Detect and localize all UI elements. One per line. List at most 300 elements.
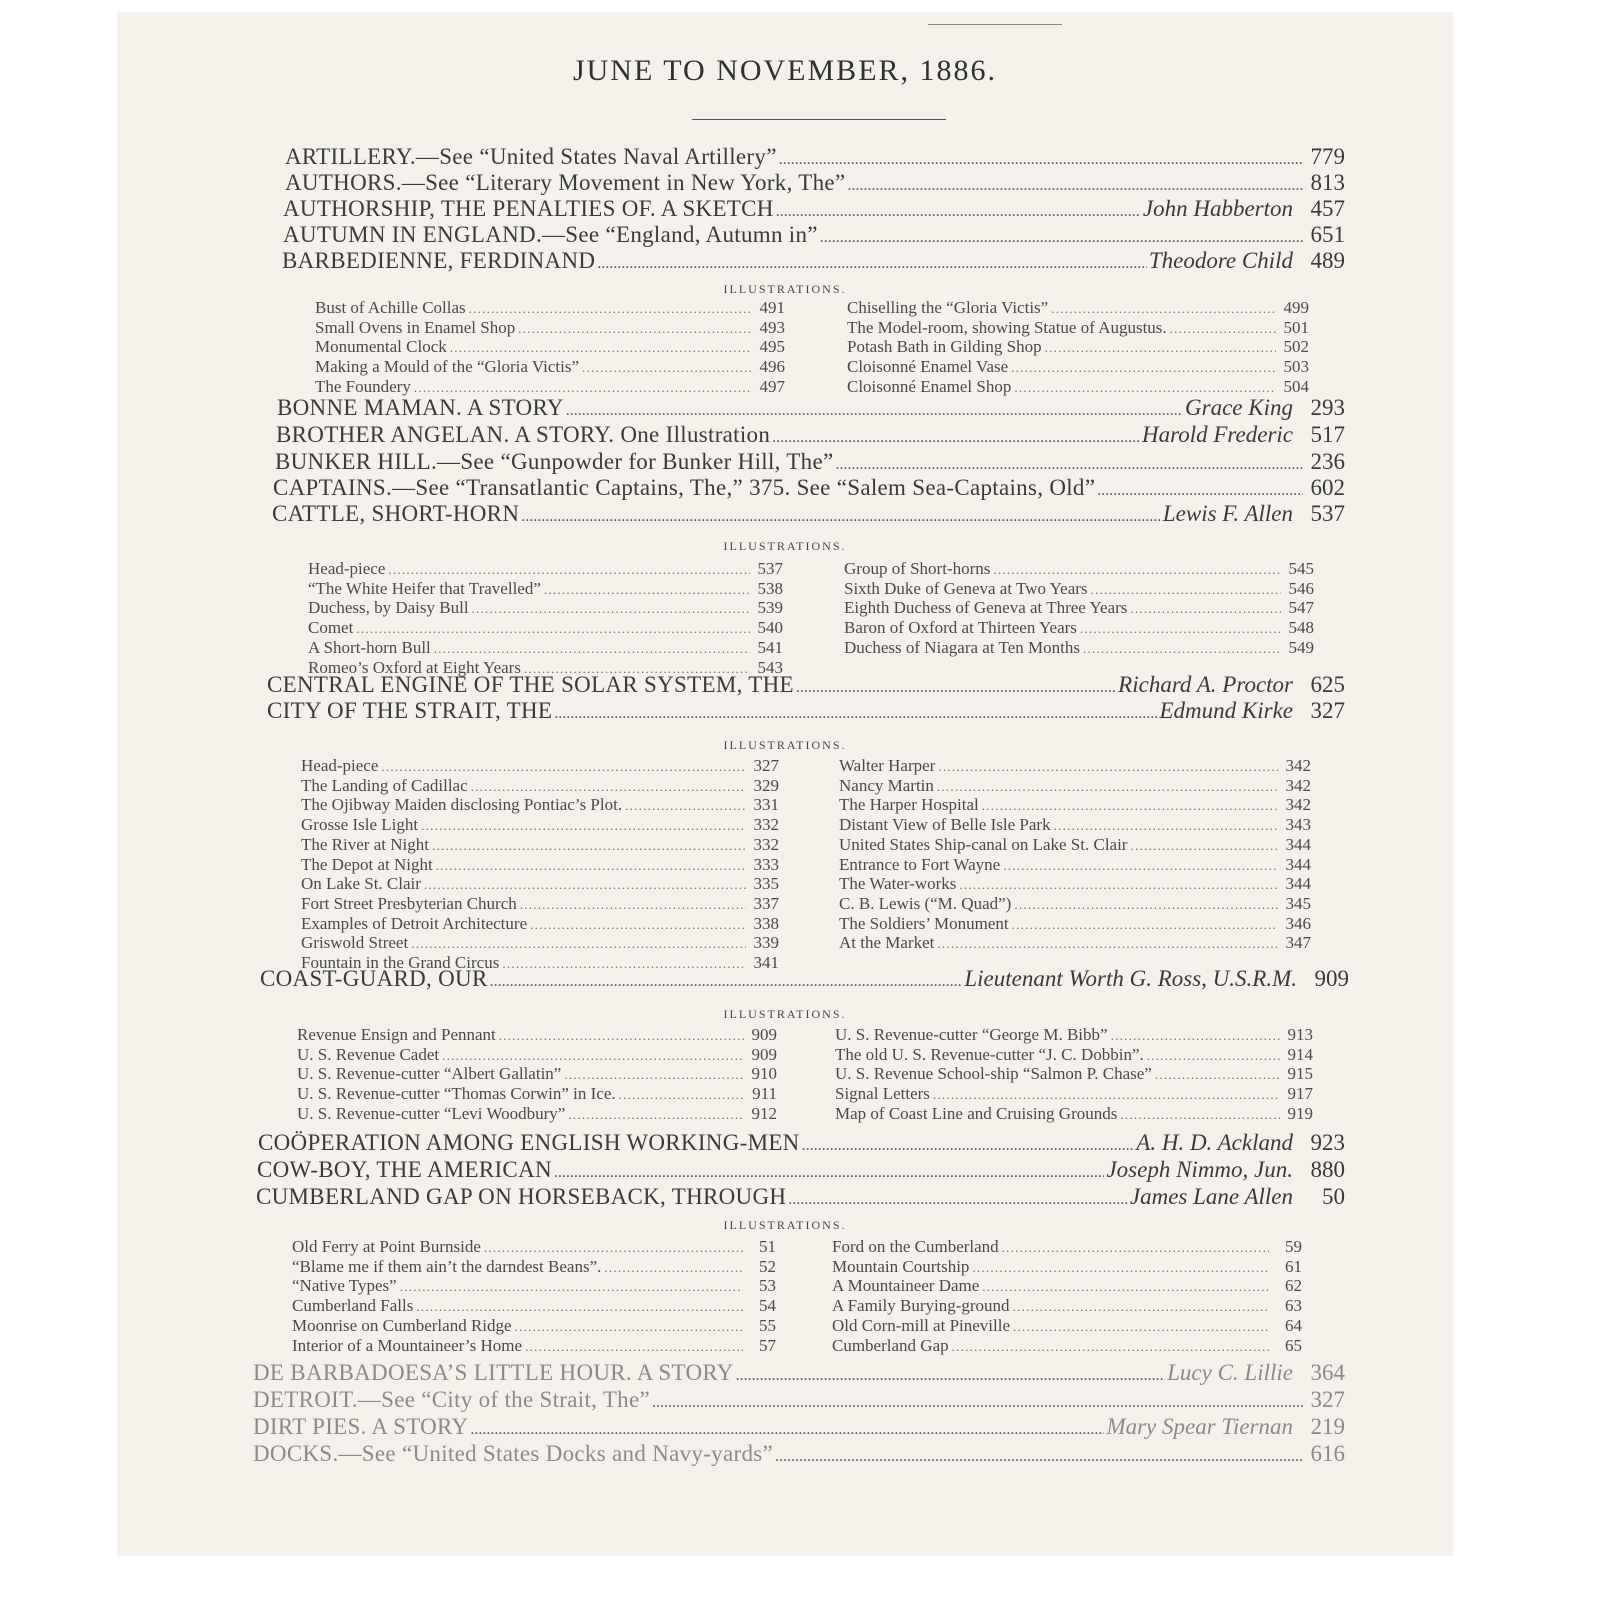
illustration-caption: Revenue Ensign and Pennant bbox=[297, 1025, 496, 1044]
illustration-item bbox=[844, 599, 1314, 619]
illustration-item bbox=[839, 915, 1311, 935]
illustration-item bbox=[844, 639, 1314, 659]
illustration-page-number: 495 bbox=[759, 337, 785, 357]
illustration-caption: Examples of Detroit Architecture bbox=[301, 913, 528, 933]
illustration-caption: Head-piece bbox=[308, 559, 386, 578]
dot-leader bbox=[937, 777, 1278, 797]
entry-heading: AUTHORS.—See “Literary Movement in New York, The” bbox=[285, 170, 846, 195]
illustration-item bbox=[832, 1277, 1302, 1297]
illustration-page-number: 344 bbox=[1285, 874, 1311, 894]
illustration-item bbox=[292, 1317, 776, 1337]
illustration-page-number: 342 bbox=[1285, 775, 1311, 795]
illustrations-column-right bbox=[844, 560, 1314, 659]
dot-leader bbox=[776, 196, 1141, 225]
index-entry bbox=[277, 395, 1345, 424]
illustrations-heading: ILLUSTRATIONS. bbox=[723, 738, 847, 752]
dot-leader bbox=[788, 1184, 1128, 1213]
dot-leader bbox=[530, 915, 746, 935]
dot-leader bbox=[938, 757, 1278, 777]
entry-page-number: 909 bbox=[1314, 966, 1349, 991]
illustration-item bbox=[292, 1238, 776, 1258]
illustration-item bbox=[301, 777, 779, 797]
illustration-caption: U. S. Revenue Cadet bbox=[297, 1044, 440, 1064]
dot-leader bbox=[381, 757, 746, 777]
illustration-page-number: 538 bbox=[757, 578, 783, 598]
dot-leader bbox=[472, 599, 750, 619]
dot-leader bbox=[820, 222, 1303, 251]
illustration-page-number: 53 bbox=[759, 1276, 776, 1296]
illustration-page-number: 343 bbox=[1285, 815, 1311, 835]
illustration-page-number: 497 bbox=[759, 376, 785, 396]
illustration-item bbox=[297, 1026, 777, 1046]
entry-heading: BARBEDIENNE, FERDINAND bbox=[282, 248, 596, 273]
entry-heading: CITY OF THE STRAIT, THE bbox=[267, 698, 553, 723]
illustration-page-number: 914 bbox=[1287, 1044, 1313, 1064]
entry-author: Lieutenant Worth G. Ross, U.S.R.M. bbox=[964, 966, 1297, 991]
illustration-item bbox=[297, 1046, 777, 1066]
illustration-page-number: 912 bbox=[751, 1103, 777, 1123]
illustration-page-number: 503 bbox=[1283, 357, 1309, 377]
illustration-caption: Duchess, by Daisy Bull bbox=[308, 598, 469, 618]
dot-leader bbox=[933, 1085, 1280, 1105]
entry-author: Edmund Kirke bbox=[1159, 698, 1293, 723]
illustration-caption: Fort Street Presbyterian Church bbox=[301, 893, 517, 913]
dot-leader bbox=[1080, 619, 1281, 639]
entry-heading: BROTHER ANGELAN. A STORY. One Illustration bbox=[276, 422, 771, 447]
entry-heading: DETROIT.—See “City of the Strait, The” bbox=[253, 1387, 650, 1412]
dot-leader bbox=[1003, 856, 1278, 876]
dot-leader bbox=[421, 816, 746, 836]
illustration-caption: The Soldiers’ Monument bbox=[839, 913, 1009, 933]
index-entry bbox=[253, 1414, 1345, 1443]
illustration-caption: The Water-works bbox=[839, 874, 957, 894]
illustration-caption: On Lake St. Clair bbox=[301, 874, 421, 894]
index-entry bbox=[283, 196, 1345, 225]
illustration-item bbox=[315, 299, 785, 319]
illustration-caption: The old U. S. Revenue-cutter “J. C. Dobbin”. bbox=[835, 1044, 1144, 1064]
illustration-page-number: 911 bbox=[752, 1084, 777, 1104]
illustration-caption: At the Market bbox=[839, 933, 935, 953]
dot-leader bbox=[521, 501, 1161, 530]
entry-page-number: 364 bbox=[1310, 1360, 1345, 1385]
illustration-caption: Interior of a Mountaineer’s Home bbox=[292, 1335, 523, 1355]
book-page bbox=[117, 12, 1453, 1556]
dot-leader bbox=[847, 170, 1303, 199]
dot-leader bbox=[982, 1277, 1269, 1297]
index-entry bbox=[253, 1441, 1345, 1470]
entry-heading: ARTILLERY.—See “United States Naval Artillery” bbox=[285, 144, 777, 169]
index-list bbox=[117, 12, 1453, 1556]
dot-leader bbox=[736, 1360, 1165, 1389]
dot-leader bbox=[1155, 1065, 1280, 1085]
illustration-caption: U. S. Revenue-cutter “Albert Gallatin” bbox=[297, 1064, 562, 1084]
illustration-page-number: 337 bbox=[753, 893, 779, 913]
illustration-caption: Romeo’s Oxford at Eight Years bbox=[308, 657, 521, 677]
illustration-caption: Cloisonné Enamel Vase bbox=[847, 357, 1009, 377]
dot-leader bbox=[1111, 1026, 1280, 1046]
illustrations-column-left bbox=[297, 1026, 777, 1125]
illustration-item bbox=[297, 1085, 777, 1105]
dot-leader bbox=[566, 395, 1183, 424]
index-entry bbox=[272, 501, 1345, 530]
illustration-item bbox=[297, 1105, 777, 1125]
illustration-caption: Baron of Oxford at Thirteen Years bbox=[844, 618, 1077, 638]
illustration-item bbox=[301, 934, 779, 954]
illustration-item bbox=[839, 757, 1311, 777]
illustration-page-number: 342 bbox=[1285, 756, 1311, 775]
illustrations-column-right bbox=[847, 299, 1309, 398]
illustration-item bbox=[301, 836, 779, 856]
illustration-item bbox=[301, 875, 779, 895]
dot-leader bbox=[434, 639, 750, 659]
illustration-caption: Fountain in the Grand Circus bbox=[301, 953, 500, 973]
dot-leader bbox=[484, 1238, 743, 1258]
illustration-page-number: 327 bbox=[753, 756, 779, 775]
dot-leader bbox=[442, 1046, 744, 1066]
dot-leader bbox=[525, 1337, 743, 1357]
illustration-caption: C. B. Lewis (“M. Quad”) bbox=[839, 893, 1012, 913]
illustration-item bbox=[835, 1105, 1313, 1125]
entry-page-number: 651 bbox=[1310, 222, 1345, 247]
illustration-page-number: 61 bbox=[1285, 1256, 1302, 1276]
illustration-page-number: 332 bbox=[753, 815, 779, 835]
illustration-page-number: 545 bbox=[1288, 559, 1314, 578]
illustration-item bbox=[832, 1317, 1302, 1337]
index-entry bbox=[285, 170, 1345, 199]
illustration-page-number: 541 bbox=[757, 637, 783, 657]
illustration-caption: U. S. Revenue School-ship “Salmon P. Chase” bbox=[835, 1064, 1152, 1084]
index-entry bbox=[253, 1360, 1345, 1389]
illustrations-heading: ILLUSTRATIONS. bbox=[723, 282, 847, 296]
illustration-page-number: 543 bbox=[757, 657, 783, 677]
illustration-caption: Bust of Achille Collas bbox=[315, 298, 466, 317]
illustration-page-number: 335 bbox=[753, 874, 779, 894]
index-entry bbox=[283, 222, 1345, 251]
dot-leader bbox=[972, 1258, 1269, 1278]
illustration-item bbox=[839, 796, 1311, 816]
illustration-item bbox=[832, 1238, 1302, 1258]
illustration-caption: Signal Letters bbox=[835, 1084, 930, 1104]
illustration-item bbox=[835, 1065, 1313, 1085]
illustration-caption: Sixth Duke of Geneva at Two Years bbox=[844, 578, 1088, 598]
dot-leader bbox=[432, 836, 746, 856]
illustration-page-number: 51 bbox=[759, 1237, 776, 1256]
illustration-page-number: 55 bbox=[759, 1315, 776, 1335]
illustration-caption: Making a Mould of the “Gloria Victis” bbox=[315, 357, 579, 377]
illustration-item bbox=[835, 1046, 1313, 1066]
entry-author: Harold Frederic bbox=[1142, 422, 1293, 447]
illustration-caption: Cumberland Gap bbox=[832, 1335, 949, 1355]
dot-leader bbox=[1013, 1297, 1269, 1317]
illustration-item bbox=[847, 319, 1309, 339]
index-entry bbox=[267, 672, 1345, 701]
illustration-caption: Old Ferry at Point Burnside bbox=[292, 1237, 481, 1256]
illustration-item bbox=[844, 560, 1314, 580]
illustration-item bbox=[301, 816, 779, 836]
index-entry bbox=[267, 698, 1345, 727]
illustration-item bbox=[301, 856, 779, 876]
dot-leader bbox=[1097, 475, 1303, 504]
entry-page-number: 50 bbox=[1322, 1184, 1345, 1209]
entry-page-number: 880 bbox=[1310, 1157, 1345, 1182]
illustration-caption: Griswold Street bbox=[301, 933, 409, 953]
illustration-item bbox=[308, 619, 783, 639]
illustration-caption: Potash Bath in Gilding Shop bbox=[847, 337, 1042, 357]
illustration-page-number: 342 bbox=[1285, 795, 1311, 815]
dot-leader bbox=[1083, 639, 1281, 659]
dot-leader bbox=[470, 1414, 1104, 1443]
illustration-page-number: 493 bbox=[759, 317, 785, 337]
illustration-item bbox=[835, 1026, 1313, 1046]
illustration-item bbox=[844, 580, 1314, 600]
illustration-page-number: 62 bbox=[1285, 1276, 1302, 1296]
illustration-item bbox=[839, 836, 1311, 856]
illustration-caption: The Landing of Cadillac bbox=[301, 775, 468, 795]
illustration-caption: “The White Heifer that Travelled” bbox=[308, 578, 541, 598]
illustration-page-number: 909 bbox=[751, 1044, 777, 1064]
illustration-item bbox=[839, 934, 1311, 954]
entry-page-number: 517 bbox=[1310, 422, 1345, 447]
illustration-item bbox=[847, 358, 1309, 378]
illustration-item bbox=[839, 816, 1311, 836]
illustration-caption: The Foundery bbox=[315, 376, 411, 396]
illustration-caption: Mountain Courtship bbox=[832, 1256, 970, 1276]
illustration-item bbox=[308, 560, 783, 580]
dot-leader bbox=[1130, 836, 1278, 856]
entry-page-number: 327 bbox=[1310, 698, 1345, 723]
entry-author: Mary Spear Tiernan bbox=[1106, 1414, 1293, 1439]
illustration-page-number: 59 bbox=[1285, 1237, 1302, 1256]
dot-leader bbox=[1002, 1238, 1269, 1258]
illustration-item bbox=[301, 915, 779, 935]
illustration-caption: The Depot at Night bbox=[301, 854, 433, 874]
illustration-caption: A Short-horn Bull bbox=[308, 637, 431, 657]
entry-page-number: 457 bbox=[1310, 196, 1345, 221]
dot-leader bbox=[515, 1317, 743, 1337]
illustration-caption: Cumberland Falls bbox=[292, 1296, 414, 1316]
dot-leader bbox=[1014, 895, 1278, 915]
dot-leader bbox=[356, 619, 750, 639]
dot-leader bbox=[775, 1441, 1303, 1470]
illustration-caption: “Blame me if them ain’t the darndest Beans”. bbox=[292, 1256, 602, 1276]
illustration-item bbox=[308, 580, 783, 600]
illustration-page-number: 496 bbox=[759, 357, 785, 377]
illustration-item bbox=[844, 619, 1314, 639]
illustration-caption: Monumental Clock bbox=[315, 337, 447, 357]
illustration-caption: Chiselling the “Gloria Victis” bbox=[847, 298, 1049, 317]
entry-author: Lewis F. Allen bbox=[1162, 501, 1293, 526]
dot-leader bbox=[520, 895, 746, 915]
dot-leader bbox=[796, 672, 1116, 701]
dot-leader bbox=[1012, 915, 1278, 935]
entry-heading: BUNKER HILL.—See “Gunpowder for Bunker Hill, The” bbox=[275, 449, 834, 474]
entry-heading: BONNE MAMAN. A STORY bbox=[277, 395, 564, 420]
entry-heading: DE BARBADOESA’S LITTLE HOUR. A STORY bbox=[253, 1360, 734, 1385]
dot-leader bbox=[1011, 358, 1276, 378]
illustration-item bbox=[839, 856, 1311, 876]
illustration-caption: The River at Night bbox=[301, 834, 429, 854]
index-entry bbox=[260, 966, 1349, 995]
entry-author: Richard A. Proctor bbox=[1118, 672, 1293, 697]
dot-leader bbox=[518, 319, 752, 339]
dot-leader bbox=[802, 1130, 1135, 1159]
dot-leader bbox=[1054, 816, 1278, 836]
illustration-caption: Duchess of Niagara at Ten Months bbox=[844, 637, 1080, 657]
entry-author: Grace King bbox=[1185, 395, 1293, 420]
illustration-item bbox=[292, 1258, 776, 1278]
dot-leader bbox=[625, 796, 746, 816]
illustrations-column-right bbox=[835, 1026, 1313, 1125]
illustration-caption: U. S. Revenue-cutter “George M. Bibb” bbox=[835, 1025, 1108, 1044]
illustration-item bbox=[832, 1297, 1302, 1317]
entry-heading: COW-BOY, THE AMERICAN bbox=[257, 1157, 552, 1182]
illustration-item bbox=[847, 299, 1309, 319]
illustration-page-number: 919 bbox=[1287, 1103, 1313, 1123]
illustration-page-number: 491 bbox=[759, 298, 785, 317]
entry-heading: CATTLE, SHORT-HORN bbox=[272, 501, 520, 526]
entry-page-number: 813 bbox=[1310, 170, 1345, 195]
entry-page-number: 616 bbox=[1310, 1441, 1345, 1466]
dot-leader bbox=[411, 934, 746, 954]
illustration-caption: Comet bbox=[308, 618, 354, 638]
dot-leader bbox=[836, 449, 1304, 478]
dot-leader bbox=[779, 144, 1303, 173]
entry-page-number: 327 bbox=[1310, 1387, 1345, 1412]
dot-leader bbox=[1130, 599, 1281, 619]
entry-page-number: 236 bbox=[1310, 449, 1345, 474]
illustration-item bbox=[315, 338, 785, 358]
illustration-caption: Entrance to Fort Wayne bbox=[839, 854, 1001, 874]
dot-leader bbox=[1051, 299, 1276, 319]
illustration-page-number: 504 bbox=[1283, 376, 1309, 396]
illustration-caption: A Family Burying-ground bbox=[832, 1296, 1010, 1316]
dot-leader bbox=[937, 934, 1278, 954]
index-entry bbox=[282, 248, 1345, 277]
illustration-page-number: 63 bbox=[1285, 1296, 1302, 1316]
illustration-page-number: 346 bbox=[1285, 913, 1311, 933]
illustration-page-number: 917 bbox=[1287, 1084, 1313, 1104]
entry-heading: DOCKS.—See “United States Docks and Navy-yards” bbox=[253, 1441, 773, 1466]
dot-leader bbox=[400, 1277, 743, 1297]
illustrations-column-left bbox=[308, 560, 783, 678]
illustration-caption: Moonrise on Cumberland Ridge bbox=[292, 1315, 512, 1335]
dot-leader bbox=[554, 1157, 1105, 1186]
illustration-page-number: 344 bbox=[1285, 834, 1311, 854]
illustration-item bbox=[847, 338, 1309, 358]
illustration-page-number: 913 bbox=[1287, 1025, 1313, 1044]
index-entry bbox=[257, 1157, 1345, 1186]
dot-leader bbox=[1045, 338, 1276, 358]
illustration-item bbox=[835, 1085, 1313, 1105]
illustration-caption: U. S. Revenue-cutter “Levi Woodbury” bbox=[297, 1103, 566, 1123]
illustration-item bbox=[839, 875, 1311, 895]
illustration-page-number: 909 bbox=[751, 1025, 777, 1044]
illustration-page-number: 501 bbox=[1283, 317, 1309, 337]
illustration-page-number: 339 bbox=[753, 933, 779, 953]
dot-leader bbox=[582, 358, 752, 378]
illustration-page-number: 539 bbox=[757, 598, 783, 618]
illustrations-column-left bbox=[315, 299, 785, 398]
index-entry bbox=[275, 449, 1345, 478]
illustration-caption: The Harper Hospital bbox=[839, 795, 979, 815]
page-title: JUNE TO NOVEMBER, 1886. bbox=[572, 54, 998, 87]
illustration-caption: Map of Coast Line and Cruising Grounds bbox=[835, 1103, 1118, 1123]
dot-leader bbox=[619, 1085, 744, 1105]
dot-leader bbox=[499, 1026, 744, 1046]
illustration-item bbox=[297, 1065, 777, 1085]
illustration-page-number: 345 bbox=[1285, 893, 1311, 913]
index-entry bbox=[285, 144, 1345, 173]
entry-heading: AUTHORSHIP, THE PENALTIES OF. A SKETCH bbox=[283, 196, 774, 221]
illustration-item bbox=[832, 1258, 1302, 1278]
entry-page-number: 923 bbox=[1310, 1130, 1345, 1155]
illustration-item bbox=[839, 777, 1311, 797]
illustration-page-number: 64 bbox=[1285, 1315, 1302, 1335]
dot-leader bbox=[952, 1337, 1269, 1357]
illustration-page-number: 338 bbox=[753, 913, 779, 933]
illustrations-column-left bbox=[292, 1238, 776, 1356]
entry-heading: CAPTAINS.—See “Transatlantic Captains, The,” 375. See “Salem Sea-Captains, Old” bbox=[273, 475, 1096, 500]
illustration-page-number: 65 bbox=[1285, 1335, 1302, 1355]
entry-heading: AUTUMN IN ENGLAND.—See “England, Autumn in” bbox=[283, 222, 818, 247]
illustrations-heading: ILLUSTRATIONS. bbox=[723, 1218, 847, 1232]
entry-author: Theodore Child bbox=[1148, 248, 1293, 273]
dot-leader bbox=[436, 856, 746, 876]
entry-heading: COÖPERATION AMONG ENGLISH WORKING-MEN bbox=[258, 1130, 800, 1155]
dot-leader bbox=[772, 422, 1140, 451]
illustration-caption: Nancy Martin bbox=[839, 775, 934, 795]
illustration-item bbox=[292, 1277, 776, 1297]
illustration-page-number: 547 bbox=[1288, 598, 1314, 618]
illustration-page-number: 502 bbox=[1283, 337, 1309, 357]
index-entry bbox=[253, 1387, 1345, 1416]
illustration-caption: Small Ovens in Enamel Shop bbox=[315, 317, 516, 337]
illustration-item bbox=[301, 895, 779, 915]
illustration-page-number: 57 bbox=[759, 1335, 776, 1355]
dot-leader bbox=[597, 248, 1147, 277]
entry-author: John Habberton bbox=[1142, 196, 1293, 221]
dot-leader bbox=[1120, 1105, 1280, 1125]
illustration-item bbox=[308, 599, 783, 619]
illustration-caption: Eighth Duchess of Geneva at Three Years bbox=[844, 598, 1128, 618]
illustration-page-number: 52 bbox=[759, 1256, 776, 1276]
illustration-page-number: 499 bbox=[1283, 298, 1309, 317]
illustration-caption: Head-piece bbox=[301, 756, 379, 775]
illustration-item bbox=[315, 358, 785, 378]
illustration-item bbox=[839, 895, 1311, 915]
illustration-caption: Group of Short-horns bbox=[844, 559, 991, 578]
entry-page-number: 219 bbox=[1310, 1414, 1345, 1439]
illustration-item bbox=[308, 639, 783, 659]
illustration-caption: Ford on the Cumberland bbox=[832, 1237, 999, 1256]
illustration-caption: U. S. Revenue-cutter “Thomas Corwin” in Ice. bbox=[297, 1084, 616, 1104]
index-entry bbox=[256, 1184, 1345, 1213]
illustration-page-number: 537 bbox=[757, 559, 783, 578]
illustration-page-number: 331 bbox=[753, 795, 779, 815]
entry-author: James Lane Allen bbox=[1129, 1184, 1293, 1209]
illustration-page-number: 332 bbox=[753, 834, 779, 854]
entry-heading: COAST-GUARD, OUR bbox=[260, 966, 488, 991]
illustration-item bbox=[832, 1337, 1302, 1357]
entry-page-number: 625 bbox=[1310, 672, 1345, 697]
dot-leader bbox=[471, 777, 746, 797]
illustration-page-number: 341 bbox=[753, 953, 779, 973]
illustration-item bbox=[315, 319, 785, 339]
illustration-page-number: 333 bbox=[753, 854, 779, 874]
illustration-page-number: 548 bbox=[1288, 618, 1314, 638]
illustration-caption: Grosse Isle Light bbox=[301, 815, 419, 835]
entry-heading: CUMBERLAND GAP ON HORSEBACK, THROUGH bbox=[256, 1184, 787, 1209]
